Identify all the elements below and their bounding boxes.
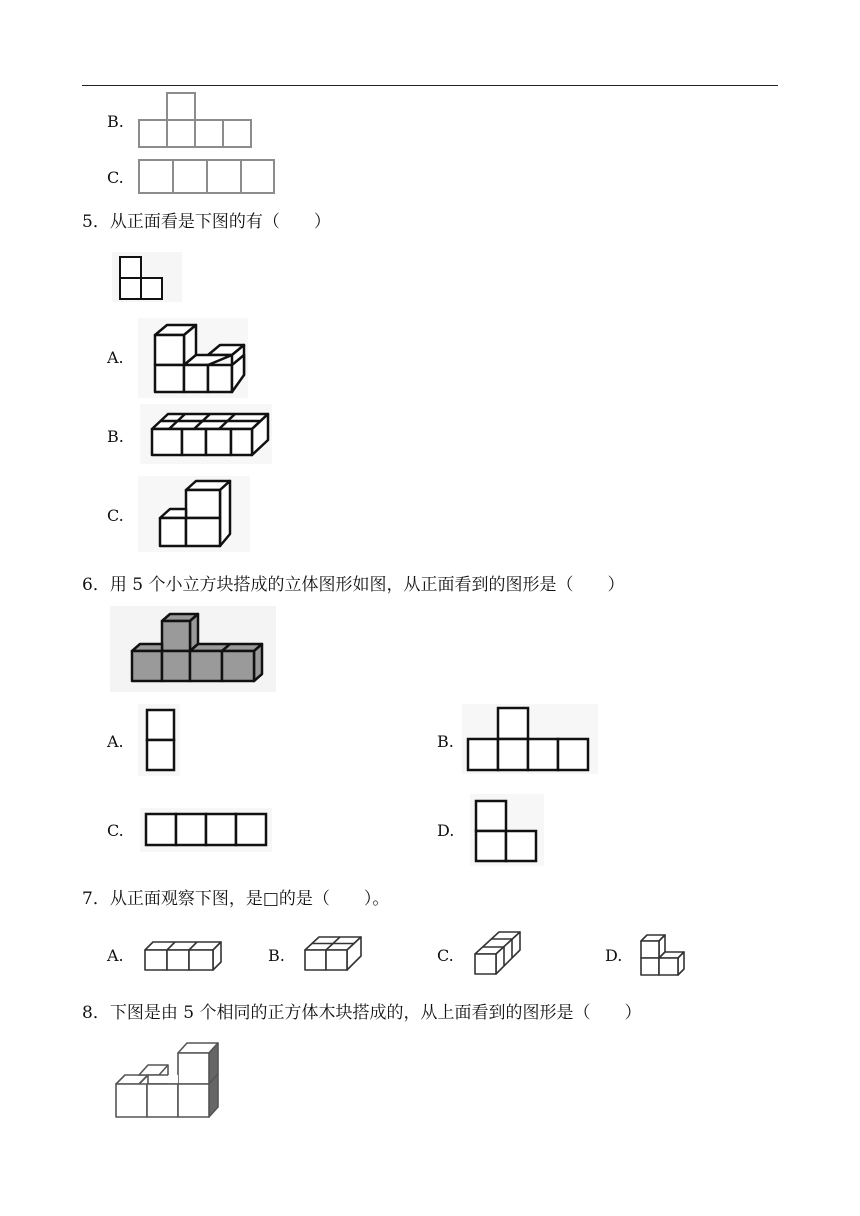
q8-reference-figure [110, 1038, 226, 1124]
q7-option-a-label: A. [107, 946, 124, 965]
q5-option-c-figure [138, 476, 250, 552]
header-rule [82, 85, 778, 86]
q7-option-c-label: C. [437, 946, 454, 965]
q5-option-a-label: A. [107, 348, 124, 367]
q7-option-a-figure [142, 938, 224, 974]
q7-option-c-figure [472, 928, 524, 978]
q6-option-b-label: B. [437, 732, 454, 751]
q5-stem: 5．从正面看是下图的有（ ） [82, 212, 331, 232]
q6-reference-figure [110, 606, 276, 692]
q5-option-b-figure [140, 404, 272, 464]
q6-option-c-figure [140, 808, 272, 852]
q7-option-d-figure [638, 932, 688, 978]
q7-option-b-figure [302, 934, 366, 974]
q5-option-a-figure [138, 318, 248, 398]
q4-option-b-label: B. [107, 112, 124, 131]
q6-option-a-label: A. [107, 732, 124, 751]
q6-option-b-figure [462, 704, 598, 774]
q6-stem: 6．用 5 个小立方块搭成的立体图形如图，从正面看到的图形是（ ） [82, 575, 625, 595]
q6-option-d-label: D. [437, 821, 455, 840]
q4-option-c-label: C. [107, 168, 124, 187]
q4-option-c-figure [138, 159, 276, 195]
q5-reference-figure [112, 252, 184, 304]
q7-stem: 7．从正面观察下图，是□的是（ ）。 [82, 889, 390, 909]
q6-option-a-figure [138, 704, 180, 776]
q8-stem: 8．下图是由 5 个相同的正方体木块搭成的，从上面看到的图形是（ ） [82, 1003, 642, 1023]
q5-option-c-label: C. [107, 506, 124, 525]
q6-option-c-label: C. [107, 821, 124, 840]
q7-option-d-label: D. [605, 946, 623, 965]
q4-option-b-figure [138, 92, 254, 150]
q5-option-b-label: B. [107, 427, 124, 446]
q7-option-b-label: B. [268, 946, 285, 965]
q6-option-d-figure [470, 794, 544, 866]
